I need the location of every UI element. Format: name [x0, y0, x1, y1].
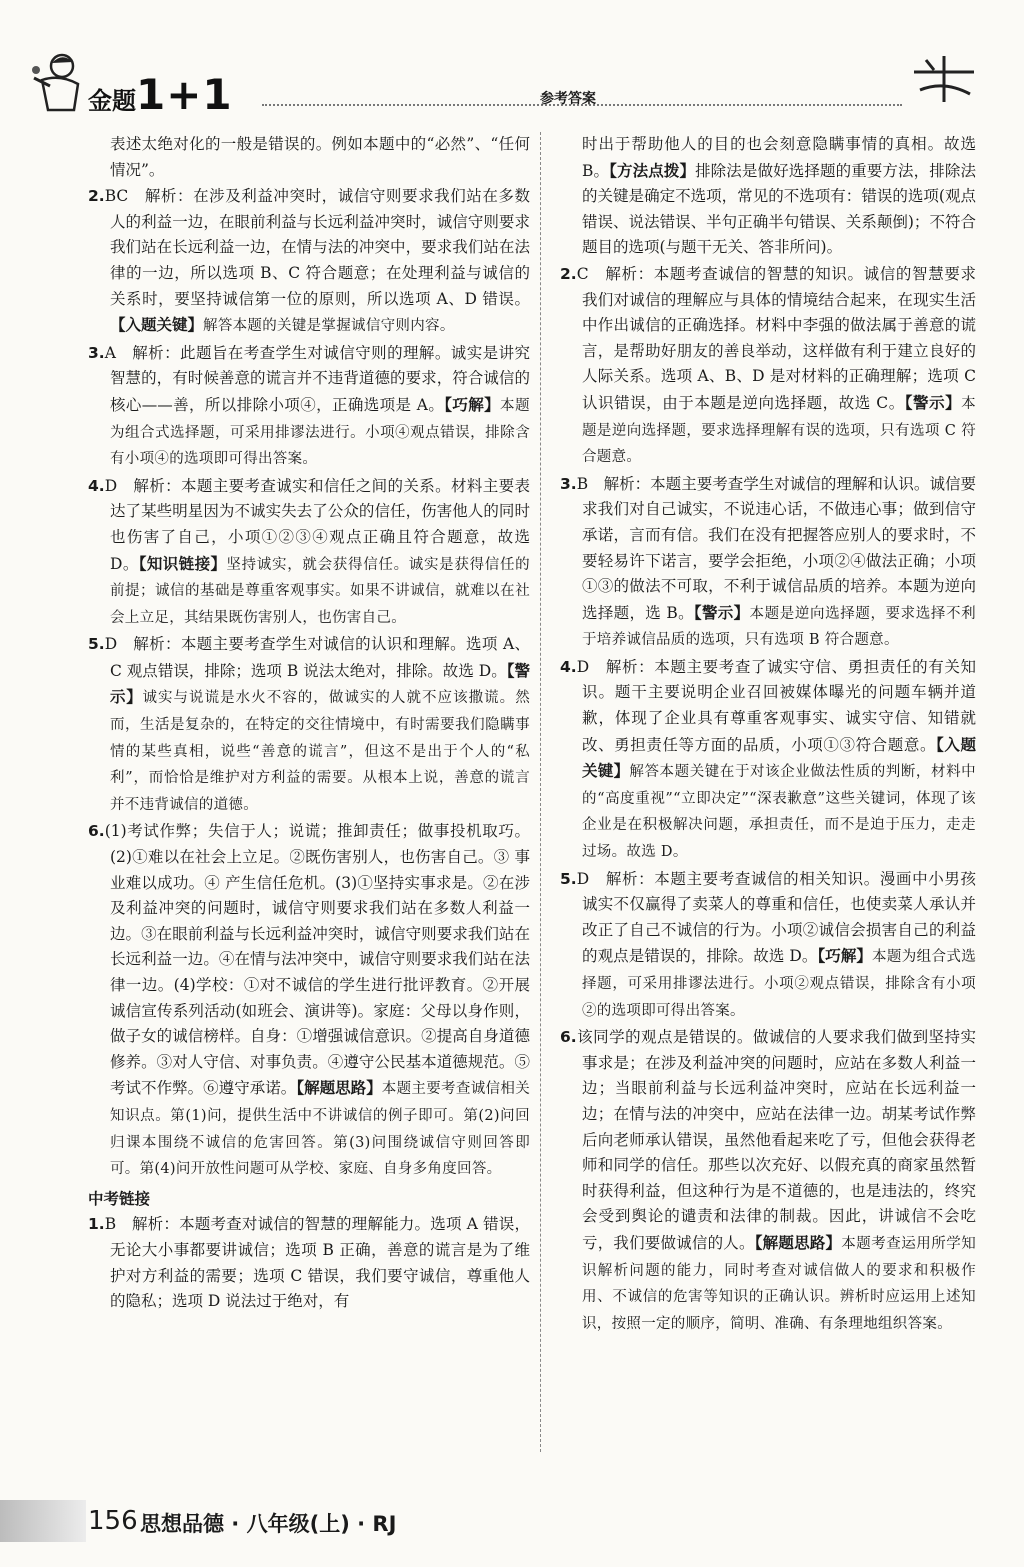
answer-text: B 解析：本题主要考查学生对诚信的理解和认识。诚信要求我们对自己诚实，不说违心话，不做违心事；做到信守承诺，言而有信。我们在没有把握答应别人的要求时，不要轻易许下诺言，要学会拒绝，小项②④做法正确；小项①③的做法不可取，不利于诚信品质的培养。本题为逆向选择题，选 B。: [576, 474, 976, 622]
brand-logo: [88, 70, 233, 119]
answer-number: 6.: [88, 822, 105, 841]
answer-tag: 【入题关键】: [582, 734, 976, 781]
answer-note: 解答本题关键在于对该企业做法性质的判断，材料中的“高度重视”“立即决定”“深表歉意”这些关键词，体现了该企业是在积极解决问题，承担责任，而不是迫于压力，走走过场。故选 D。: [582, 764, 976, 861]
answer-number: 4.: [88, 476, 105, 495]
answer-tag: 【解题思路】: [754, 1232, 842, 1252]
answer-note: 本题为组合式选择题，可采用排谬法进行。小项④观点错误，排除含有小项④的选项即可得出答案。: [110, 397, 530, 468]
book-title: 思想品德 · 八年级(上) · RJ: [140, 1512, 397, 1536]
page-header: [0, 0, 1024, 118]
mascot-logo-icon: [30, 50, 90, 116]
answer-note: 本题考查运用所学知识解析问题的能力，同时考查对诚信做人的要求和积极作用、不诚信的危害等知识的正确认识。辨析时应运用上述知识，按照一定的顺序，简明、准确、有条理地组织答案。: [582, 1235, 976, 1332]
answer-number: 2.: [560, 264, 577, 283]
answer-item-5: [88, 632, 530, 818]
answer-tag: 【入题关键】: [110, 315, 204, 335]
answer-item-6: [88, 819, 530, 1182]
exam-link-item-2: [560, 262, 976, 471]
answer-note: 本题是逆向选择题，要求选择不利于培养诚信品质的选项，只有选项 B 符合题意。: [582, 605, 976, 649]
answer-item-3: [88, 341, 530, 473]
right-column: [560, 132, 976, 1338]
answer-note: 本题是逆向选择题，要求选择理解有误的选项，只有选项 C 符合题意。: [582, 395, 976, 466]
answer-note: 本题主要考查诚信相关知识点。第(1)问，提供生活中不讲诚信的例子即可。第(2)问回归课本围绕不诚信的危害回答。第(3)问围绕诚信守则回答即可。第(4)问开放性问题可从学校、家庭、自身多角度回答。: [110, 1081, 530, 1178]
answer-text: 时出于帮助他人的目的也会刻意隐瞒事情的真相。故选 B。: [582, 135, 976, 180]
exam-link-item-3: [560, 472, 976, 654]
brand-suffix: 1+1: [136, 70, 233, 119]
footer-gradient-bar: [0, 1500, 86, 1542]
answer-tag: 【警示】: [110, 660, 530, 707]
answer-text: D 解析：本题主要考查诚实和信任之间的关系。材料主要表达了某些明星因为不诚实失去了公众的信任，伤害他人的同时也伤害了自己，小项①②③④观点正确且符合题意，故选 D。: [104, 476, 530, 573]
decorative-ornament-icon: [904, 50, 984, 110]
answer-number: 5.: [88, 635, 105, 654]
page-footer: [0, 1500, 1024, 1567]
section-label: 参考答案: [540, 91, 596, 107]
answer-number: 2.: [88, 187, 105, 206]
answer-note: 排除法是做好选择题的重要方法，排除法的关键是确定不选项，常见的不选项有：错误的选项(观点错误、说法错误、半句正确半句错误、关系颠倒)；不符合题目的选项(与题干无关、答非所问)。: [582, 161, 976, 257]
answer-tag: 【警示】: [693, 602, 750, 622]
answer-text: D 解析：本题主要考查诚信的相关知识。漫画中小男孩诚实不仅赢得了卖菜人的尊重和信任，也使卖菜人承认并改正了自己不诚信的行为。小项②诚信会损害自己的利益的观点是错误的，排除。故选 D。: [576, 869, 976, 966]
answer-item-2: [88, 184, 530, 340]
answer-continuation: [88, 132, 530, 183]
answer-note: 本题为组合式选择题，可采用排谬法进行。小项②观点错误，排除含有小项②的选项即可得出答案。: [582, 949, 976, 1019]
answer-number: 3.: [88, 343, 105, 362]
page-number: 156: [88, 1506, 138, 1536]
answer-note: 坚持诚实，就会获得信任。诚实是获得信任的前提；诚信的基础是尊重客观事实。如果不讲诚信，就难以在社会上立足，其结果既伤害别人，也伤害自己。: [110, 556, 530, 626]
exam-link-item-4: [560, 655, 976, 866]
answer-tag: 【解题思路】: [296, 1078, 382, 1098]
left-column: [88, 132, 530, 1316]
answer-tag: 【警示】: [904, 392, 962, 412]
answer-text: 该同学的观点是错误的。做诚信的人要求我们做到坚持实事求是；在涉及利益冲突的问题时，应站在多数人利益一边；当眼前利益与长远利益冲突时，应站在长远利益一边；在情与法的冲突中，应站在法律一边。胡某考试作弊后向老师承认错误，虽然他看起来吃了亏，但他会获得老师和同学的信任。那些以次充好、以假充真的商家虽然暂时获得利益，但这种行为是不道德的，也是违法的，终究会受到舆论的谴责和法律的制裁。因此，讲诚信不会吃亏，我们要做诚信的人。: [576, 1028, 976, 1252]
answer-text: C 解析：本题考查诚信的智慧的知识。诚信的智慧要求我们对诚信的理解应与具体的情境结合起来，在现实生活中作出诚信的正确选择。材料中李强的做法属于善意的谎言，是帮助好朋友的善良举动，这样做有利于建立良好的人际关系。选项 A、B、D 是对材料的正确理解；选项 C 认识错误，由于本题是逆向选择题，故选 C。: [576, 264, 976, 412]
answer-item-4: [88, 474, 530, 632]
answer-continuation: [560, 132, 976, 261]
exam-link-item-6: [560, 1025, 976, 1337]
exam-link-item-5: [560, 867, 976, 1025]
answer-note: 诚实与说谎是水火不容的，做诚实的人就不应该撒谎。然而，生活是复杂的，在特定的交往情境中，有时需要我们隐瞒事情的某些真相，说些“善意的谎言”，但这不是出于个人的“私利”，而恰恰是维护对方利益的需要。从根本上说，善意的谎言并不违背诚信的道德。: [110, 690, 530, 813]
answer-note: 解答本题的关键是掌握诚信守则内容。: [203, 318, 455, 335]
answer-tag: 【巧解】: [444, 394, 500, 414]
answer-tag: 【方法点拨】: [609, 160, 696, 180]
answer-text: 表述太绝对化的一般是错误的。例如本题中的“必然”、“任何情况”。: [110, 135, 530, 179]
answer-tag: 【知识链接】: [138, 553, 227, 573]
answer-text: B 解析：本题考查对诚信的智慧的理解能力。选项 A 错误，无论大小事都要讲诚信；选项 B 正确，善意的谎言是为了维护对方利益的需要；选项 C 错误，我们要守诚信，尊重他人的隐私；选项 D 说法过于绝对，有: [104, 1215, 530, 1311]
answer-text: (1)考试作弊；失信于人；说谎；推卸责任；做事投机取巧。(2)①难以在社会上立足。②既伤害别人，也伤害自己。③ 事业难以成功。④ 产生信任危机。(3)①坚持实事求是。②在涉及利益冲突的问题时，诚信守则要求我们站在多数人利益一边。③在眼前利益与长远利益冲突时，诚信守则要求我们站在长远利益一边。④在情与法冲突中，诚信守则要求我们站在法律一边。(4)学校：①对不诚信的学生进行批评教育。②开展诚信宣传系列活动(如班会、演讲等)。家庭：父母以身作则，做子女的诚信榜样。自身：①增强诚信意识。②提高自身道德修养。③对人守信、对事负责。④遵守公民基本道德规范。⑤考试不作弊。⑥遵守承诺。: [104, 822, 530, 1098]
answer-tag: 【巧解】: [817, 946, 872, 966]
brand-prefix: 金题: [88, 87, 136, 115]
answer-text: A 解析：此题旨在考查学生对诚信守则的理解。诚实是讲究智慧的，有时候善意的谎言并不违背道德的要求，符合诚信的核心——善，所以排除小项④，正确选项是 A。: [104, 343, 530, 414]
answer-number: 6.: [560, 1028, 577, 1047]
section-heading: 中考链接: [88, 1189, 151, 1208]
answer-text: D 解析：本题主要考查学生对诚信的认识和理解。选项 A、C 观点错误，排除；选项 B 说法太绝对，排除。故选 D。: [104, 635, 530, 680]
column-divider: [540, 132, 541, 1452]
answer-number: 5.: [560, 869, 577, 888]
answer-text: BC 解析：在涉及利益冲突时，诚信守则要求我们站在多数人的利益一边，在眼前利益与长远利益冲突时，诚信守则要求我们站在长远利益一边，在情与法的冲突中，要求我们站在法律的一边，所以选项 B、C 符合题意；在处理利益与诚信的关系时，要坚持诚信第一位的原则，所以选项 A、D 错误。: [104, 187, 530, 308]
answer-number: 4.: [560, 657, 577, 676]
answer-number: 1.: [88, 1215, 105, 1234]
answer-number: 3.: [560, 474, 577, 493]
answer-text: D 解析：本题主要考查了诚实守信、勇担责任的有关知识。题干主要说明企业召回被媒体曝光的问题车辆并道歉，体现了企业具有尊重客观事实、诚实守信、知错就改、勇担责任等方面的品质，小项①③符合题意。: [576, 657, 976, 754]
exam-link-item-1: [88, 1212, 530, 1314]
